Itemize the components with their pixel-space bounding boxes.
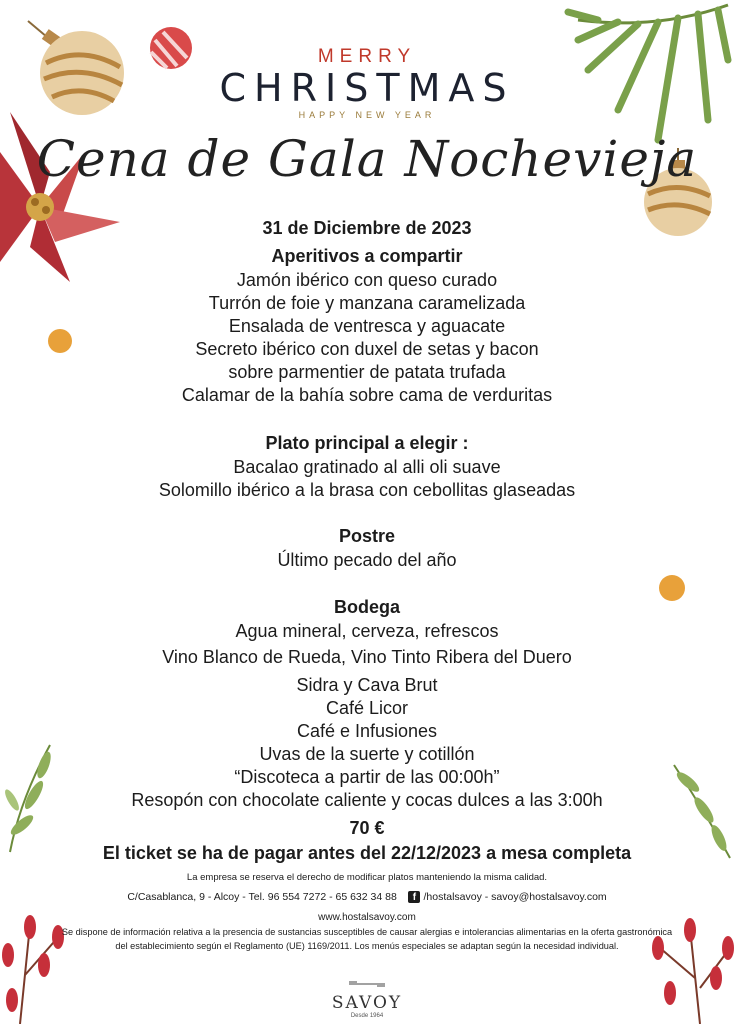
logo-since: Desde 1964 [350, 1013, 384, 1019]
aperitivos-title: Aperitivos a compartir [271, 246, 463, 266]
bodega-list [0, 674, 734, 812]
address-text: C/Casablanca, 9 - Alcoy - Tel. 96 554 7272 - 65 632 34 88 [127, 891, 397, 903]
postre-list [0, 549, 734, 572]
allergy-notice: Se dispone de información relativa a la presencia de sustancias susceptibles de causar alergias e intolerancias alimentarias en la oferta gastronómica del establecimiento según el Reglamento (UE) 1169/2011. Los menús especiales se adaptan según la necesidad individual. [61, 927, 673, 951]
list-item: Uvas de la suerte y cotillón [259, 744, 475, 764]
list-item: Secreto ibérico con duxel de setas y bacon [195, 339, 539, 359]
savoy-logo [317, 975, 417, 1019]
list-item: Calamar de la bahía sobre cama de verduritas [181, 385, 553, 405]
plato-principal-list [0, 456, 734, 502]
logo-name: SAVOY [331, 993, 403, 1013]
happy-new-year-heading: HAPPY NEW YEAR [298, 110, 436, 120]
website-link[interactable]: www.hostalsavoy.com [318, 912, 416, 923]
list-item: Turrón de foie y manzana caramelizada [208, 293, 526, 313]
aperitivos-list [0, 269, 734, 407]
gala-script-title: Cena de Gala Nochevieja [36, 130, 698, 188]
plato-principal-title: Plato principal a elegir : [265, 433, 469, 453]
disclaimer-text: La empresa se reserva el derecho de modificar platos manteniendo la misma calidad. [186, 872, 548, 883]
list-item: sobre parmentier de patata trufada [228, 362, 506, 382]
event-date: 31 de Diciembre de 2023 [262, 218, 472, 238]
list-item: “Discoteca a partir de las 00:00h” [234, 767, 500, 787]
price: 70 € [349, 818, 385, 838]
bodega-item: Vino Blanco de Rueda, Vino Tinto Ribera del Duero [162, 647, 572, 667]
facebook-icon: f [408, 891, 420, 903]
bodega-item: Agua mineral, cerveza, refrescos [235, 621, 499, 641]
social-email-text[interactable]: /hostalsavoy - savoy@hostalsavoy.com [423, 891, 607, 903]
list-item: Resopón con chocolate caliente y cocas dulces a las 3:00h [131, 790, 603, 810]
list-item: Último pecado del año [277, 550, 457, 570]
list-item: Bacalao gratinado al alli oli suave [233, 457, 501, 477]
list-item: Café Licor [325, 698, 409, 718]
bodega-title: Bodega [333, 597, 400, 617]
contact-line [0, 891, 734, 903]
list-item: Café e Infusiones [296, 721, 438, 741]
christmas-heading: CHRISTMAS [219, 66, 515, 110]
fork-knife-logo-icon [347, 980, 387, 988]
merry-heading: MERRY [317, 46, 417, 67]
ticket-notice: El ticket se ha de pagar antes del 22/12/2023 a mesa completa [102, 843, 632, 863]
list-item: Sidra y Cava Brut [296, 675, 438, 695]
list-item: Solomillo ibérico a la brasa con cebollitas glaseadas [158, 480, 576, 500]
list-item: Ensalada de ventresca y aguacate [228, 316, 506, 336]
list-item: Jamón ibérico con queso curado [236, 270, 498, 290]
postre-title: Postre [338, 526, 396, 546]
